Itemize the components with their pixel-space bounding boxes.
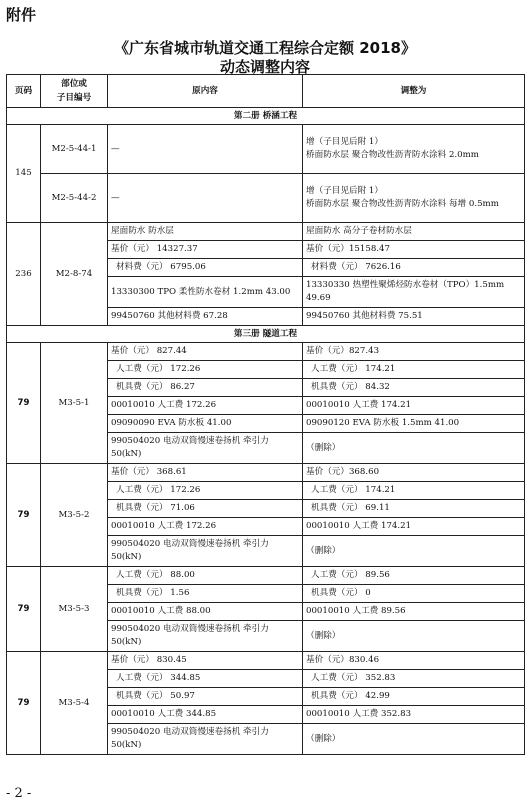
document-title: 《广东省城市轨道交通工程综合定额 2018》 [114,39,416,57]
original-cell: 机具费（元） 50.97 [108,688,303,706]
original-cell: 00010010 人工费 344.85 [108,706,303,724]
item-code: M3-5-4 [41,652,108,755]
adjusted-cell: （删除） [303,433,525,464]
original-cell: — [108,174,303,223]
adjusted-cell: 13330330 热塑性聚烯烃防水卷材（TPO）1.5mm 49.69 [303,277,525,308]
original-cell: 机具费（元） 1.56 [108,585,303,603]
table-header-row [7,75,525,108]
original-cell: 09090090 EVA 防水板 41.00 [108,415,303,433]
original-cell: 人工费（元） 88.00 [108,567,303,585]
section-title: 第三册 隧道工程 [7,326,525,343]
item-code: M3-5-2 [41,464,108,567]
original-cell: 00010010 人工费 88.00 [108,603,303,621]
original-cell: 人工费（元） 172.26 [108,361,303,379]
table-row [7,125,525,174]
adjusted-cell: （删除） [303,724,525,755]
table-row [7,652,525,670]
adjusted-cell: 人工费（元） 174.21 [303,482,525,500]
adjusted-cell: 00010010 人工费 174.21 [303,397,525,415]
adjusted-line: 增（子目见后附 1） [306,186,383,196]
original-cell: 材料费（元） 6795.06 [108,259,303,277]
adjusted-cell: （删除） [303,621,525,652]
adjusted-cell: 人工费（元） 174.21 [303,361,525,379]
original-cell: 基价（元） 14327.37 [108,241,303,259]
original-cell: 00010010 人工费 172.26 [108,518,303,536]
adjusted-cell: 00010010 人工费 89.56 [303,603,525,621]
adjusted-cell: 机具费（元） 0 [303,585,525,603]
table-row [7,174,525,223]
header-adjusted: 调整为 [303,75,525,108]
item-code: M3-5-1 [41,343,108,464]
header-page: 页码 [7,75,41,108]
original-cell: 00010010 人工费 172.26 [108,397,303,415]
adjusted-cell: 99450760 其他材料费 75.51 [303,308,525,326]
header-item: 部位或 子目编号 [41,75,108,108]
original-cell: 990504020 电动双筒慢速卷扬机 牵引力 50(kN) [108,433,303,464]
original-cell: 人工费（元） 172.26 [108,482,303,500]
attachment-label: 附件 [6,6,37,24]
adjusted-cell: 人工费（元） 89.56 [303,567,525,585]
original-cell: 人工费（元） 344.85 [108,670,303,688]
adjusted-cell: 基价（元）827.43 [303,343,525,361]
item-code: M2-8-74 [41,223,108,326]
adjusted-line: 桥面防水层 聚合物改性沥青防水涂料 2.0mm [306,150,479,160]
adjusted-cell [303,174,525,223]
adjusted-cell: 屋面防水 高分子卷材防水层 [303,223,525,241]
page-cell: 79 [7,343,41,464]
header-original: 原内容 [108,75,303,108]
page-cell: 145 [7,125,41,223]
original-cell: 机具费（元） 71.06 [108,500,303,518]
table-row [7,223,525,241]
adjusted-cell: 基价（元）830.46 [303,652,525,670]
adjusted-line: 增（子目见后附 1） [306,137,383,147]
adjustment-table [6,74,525,755]
adjusted-cell: 基价（元）368.60 [303,464,525,482]
section-row [7,326,525,343]
original-cell: 基价（元） 827.44 [108,343,303,361]
adjusted-cell: 09090120 EVA 防水板 1.5mm 41.00 [303,415,525,433]
adjusted-cell: 00010010 人工费 174.21 [303,518,525,536]
item-code: M2-5-44-2 [41,174,108,223]
adjusted-cell: 基价（元）15158.47 [303,241,525,259]
document-subtitle: 动态调整内容 [219,58,310,76]
page-cell: 79 [7,464,41,567]
original-cell: 基价（元） 368.61 [108,464,303,482]
adjusted-line: 桥面防水层 聚合物改性沥青防水涂料 每增 0.5mm [306,199,499,209]
original-cell: 990504020 电动双筒慢速卷扬机 牵引力 50(kN) [108,724,303,755]
original-cell: 990504020 电动双筒慢速卷扬机 牵引力 50(kN) [108,621,303,652]
adjusted-cell: 人工费（元） 352.83 [303,670,525,688]
adjusted-cell: 机具费（元） 42.99 [303,688,525,706]
section-title: 第二册 桥涵工程 [7,108,525,125]
original-cell: 机具费（元） 86.27 [108,379,303,397]
original-cell: 基价（元） 830.45 [108,652,303,670]
page-number: - 2 - [6,786,32,801]
original-cell: 99450760 其他材料费 67.28 [108,308,303,326]
adjusted-cell: 机具费（元） 84.32 [303,379,525,397]
adjusted-cell: 机具费（元） 69.11 [303,500,525,518]
adjusted-cell: （删除） [303,536,525,567]
item-code: M2-5-44-1 [41,125,108,174]
section-row [7,108,525,125]
original-cell: 990504020 电动双筒慢速卷扬机 牵引力 50(kN) [108,536,303,567]
table-row [7,343,525,361]
adjusted-cell [303,125,525,174]
page-cell: 79 [7,652,41,755]
adjusted-cell: 00010010 人工费 352.83 [303,706,525,724]
adjusted-cell: 材料费（元） 7626.16 [303,259,525,277]
original-cell: 13330300 TPO 柔性防水卷材 1.2mm 43.00 [108,277,303,308]
page-cell: 79 [7,567,41,652]
original-cell: 屋面防水 防水层 [108,223,303,241]
table-row [7,567,525,585]
table-row [7,464,525,482]
original-cell: — [108,125,303,174]
item-code: M3-5-3 [41,567,108,652]
page-cell: 236 [7,223,41,326]
